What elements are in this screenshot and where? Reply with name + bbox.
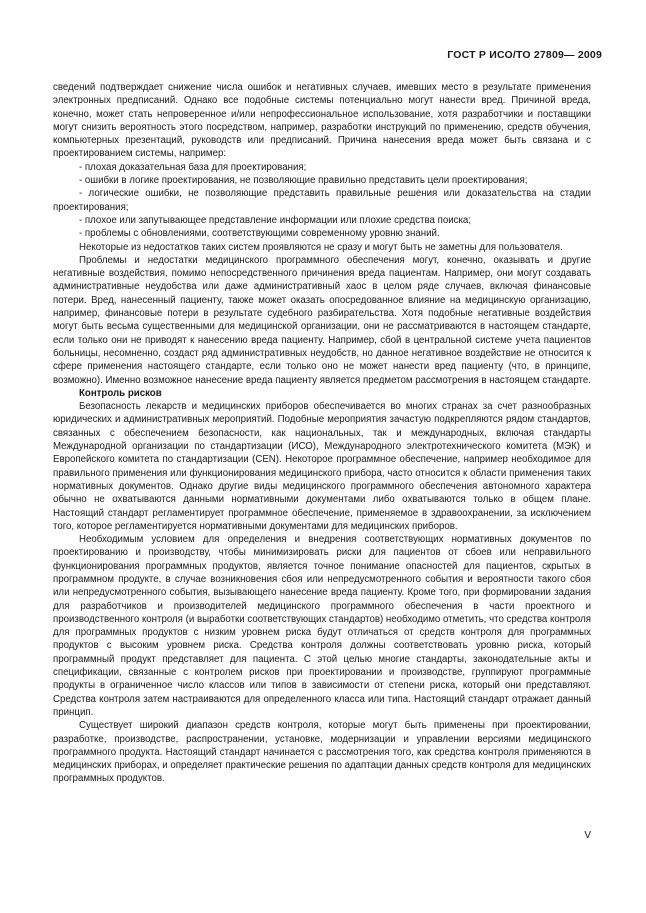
page-number: V <box>584 830 591 841</box>
paragraph: сведений подтверждает снижение числа ошибок и негативных случаев, имевших место в результате применения электронных предписаний. Однако все подобные системы потенциально могут нанести вред. Причиной вреда, конечно, может стать непроверенное и/или непрофессиональное использование, хотя разработчики и поставщики могут снизить вероятность этого посредством, например, разработки инструкций по применению, средств обучения, компьютерных презентаций, руководств или предписаний. Причина нанесения вреда может быть связана и с проектированием системы, например: <box>53 82 591 160</box>
document-header: ГОСТ Р ИСО/ТО 27809— 2009 <box>447 49 602 61</box>
paragraph: Необходимым условием для определения и внедрения соответствующих нормативных документов по проектированию и производству, чтобы минимизировать риски для пациентов от сбоев или неправильного функционирования программных продуктов, является точное понимание опасностей для пациентов, скрытых в программном продукте, в случае возникновения сбоя или непредусмотренного события и вероятности такого сбоя или непредусмотренного события, вызывающего нанесение вреда пациенту. Кроме того, при формировании задания для разработчиков и производителей медицинского программного обеспечения в части проектного и производственного контроля (и выработки соответствующих стандартов) необходимо отметить, что средства контроля для программных продуктов с низким уровнем риска будут отличаться от средств контроля для программных продуктов с высоким уровнем риска. Средства контроля должны соответствовать уровню риска, который программный продукт представляет для пациента. С этой целью многие стандарты, законодательные акты и спецификации, связанные с контролем рисков при проектировании и производстве, группируют программные продукты в ограниченное число классов или типов в зависимости от степени риска, который они представляют. Средства контроля затем настраиваются для определенного класса или типа. Настоящий стандарт отражает данный принцип. <box>53 534 591 718</box>
list-item: - плохая доказательная база для проектирования; <box>79 161 307 173</box>
list-item: - логические ошибки, не позволяющие представить правильные решения или доказательства на стадии проектирования; <box>53 188 591 213</box>
paragraph: Проблемы и недостатки медицинского программного обеспечения могут, конечно, оказывать и другие негативные воздействия, помимо непосредственного причинения вреда пациентам. Например, они могут создавать административные неудобства или даже административный хаос в целом ряде случаев, включая финансовые потери. Вред, нанесенный пациенту, также может оказать опосредованное влияние на медицинскую организацию, например, финансовые потери в результате судебного разбирательства. Хотя подобные негативные воздействия могут быть весьма существенными для медицинской организации, они не рассматриваются в настоящем стандарте, если только они не приводят к нанесению вреда пациенту. Например, сбой в центральной системе учета пациентов больницы, несомненно, создаст ряд административных неудобств, но данное негативное воздействие не относится к сфере применения настоящего стандарте, если только оно не может нанести вред пациенту (что, в принципе, возможно). Именно возможное нанесение вреда пациенту является предметом рассмотрения в настоящем стандарте. <box>53 254 591 386</box>
list-item: - ошибки в логике проектирования, не позволяющие правильно представить цели проектирования; <box>79 175 528 187</box>
section-heading: Контроль рисков <box>79 387 162 399</box>
paragraph: Существует широкий диапазон средств контроля, которые могут быть применены при проектировании, разработке, производстве, распространении, установке, модернизации и управлении версиями медицинского программного продукта. Настоящий стандарт начинается с рассмотрения того, как средства контроля применяются в медицинских приборах, и определяет практические решения по адаптации данных средств контроля для медицинских программных продуктов. <box>53 720 591 785</box>
list-item: - плохое или запутывающее представление информации или плохие средства поиска; <box>79 214 472 226</box>
paragraph: Безопасность лекарств и медицинских приборов обеспечивается во многих странах за счет разнообразных юридических и административных мероприятий. Подобные мероприятия зачастую подкрепляются рядом стандартов, связанных с обеспечением безопасности, как национальных, так и международных, включая стандарты Международной организации по стандартизации (ИСО), Международного электротехнического комитета (МЭК) и Европейского комитета по стандартизации (CEN). Некоторое программное обеспечение, например необходимое для правильного применения или функционирования медицинского прибора, часто относится к области применения таких нормативных документов. Однако другие виды медицинского программного обеспечения автономного характера обычно не охватываются данными нормативными документами либо охватываются только в общем плане. Настоящий стандарт регламентирует программное обеспечение, применяемое в здравоохранении, за исключением того, которое регламентируется нормативными документами для медицинских приборов. <box>53 401 591 532</box>
list-item: - проблемы с обновлениями, соответствующими современному уровню знаний. <box>79 228 440 240</box>
document-body <box>53 81 591 786</box>
paragraph: Некоторые из недостатков таких систем проявляются не сразу и могут быть не заметны для пользователя. <box>79 241 563 253</box>
